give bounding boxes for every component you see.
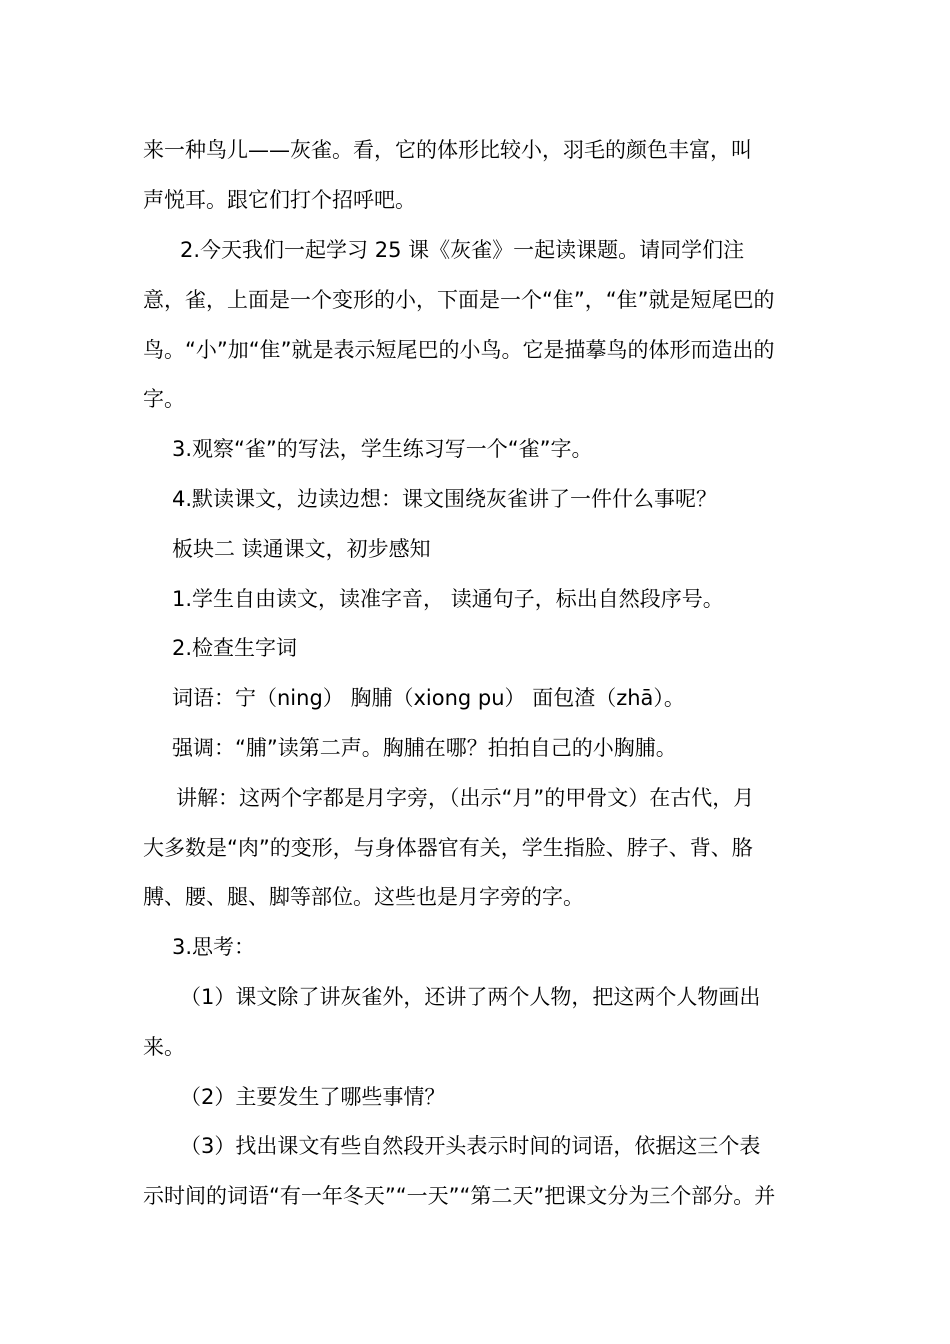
text-line-22: 示时间的词语“有一年冬天”“一天”“第二天”把课文分为三个部分。并 <box>143 1184 776 1208</box>
text-line-21: （3）找出课文有些自然段开头表示时间的词语，依据这三个表 <box>180 1134 761 1158</box>
text-line-14: 讲解：这两个字都是月字旁，（出示“月”的甲骨文）在古代，月 <box>176 786 755 810</box>
text-line-1: 来一种鸟儿——灰雀。看，它的体形比较小，羽毛的颜色丰富，叫 <box>143 138 752 162</box>
text-line-18: （1）课文除了讲灰雀外，还讲了两个人物，把这两个人物画出 <box>180 985 761 1009</box>
section-heading: 板块二 读通课文，初步感知 <box>172 537 431 561</box>
text-line-7: 3.观察“雀”的写法，学生练习写一个“雀”字。 <box>172 437 593 461</box>
text-line-12: 词语：宁（ning） 胸脯（xiong pu） 面包渣（zhā）。 <box>172 686 685 710</box>
text-line-16: 膊、腰、腿、脚等部位。这些也是月字旁的字。 <box>143 885 584 909</box>
text-line-19: 来。 <box>143 1035 185 1059</box>
text-line-17: 3.思考： <box>172 935 256 959</box>
text-line-6: 字。 <box>143 387 185 411</box>
text-line-2: 声悦耳。跟它们打个招呼吧。 <box>143 188 416 212</box>
text-line-5: 鸟。“小”加“隹”就是表示短尾巴的小鸟。它是描摹鸟的体形而造出的 <box>143 338 775 362</box>
text-line-20: （2）主要发生了哪些事情？ <box>180 1085 446 1109</box>
text-line-8: 4.默读课文，边读边想：课文围绕灰雀讲了一件什么事呢？ <box>172 487 718 511</box>
text-line-3: 2.今天我们一起学习 25 课《灰雀》一起读课题。请同学们注 <box>180 238 745 262</box>
text-line-15: 大多数是“肉”的变形，与身体器官有关，学生指脸、脖子、背、胳 <box>143 836 753 860</box>
text-line-11: 2.检查生字词 <box>172 636 298 660</box>
text-line-10: 1.学生自由读文，读准字音， 读通句子，标出自然段序号。 <box>172 587 724 611</box>
text-line-13: 强调：“脯”读第二声。胸脯在哪？拍拍自己的小胸脯。 <box>172 736 677 760</box>
text-line-4: 意，雀，上面是一个变形的小，下面是一个“隹”，“隹”就是短尾巴的 <box>143 288 775 312</box>
